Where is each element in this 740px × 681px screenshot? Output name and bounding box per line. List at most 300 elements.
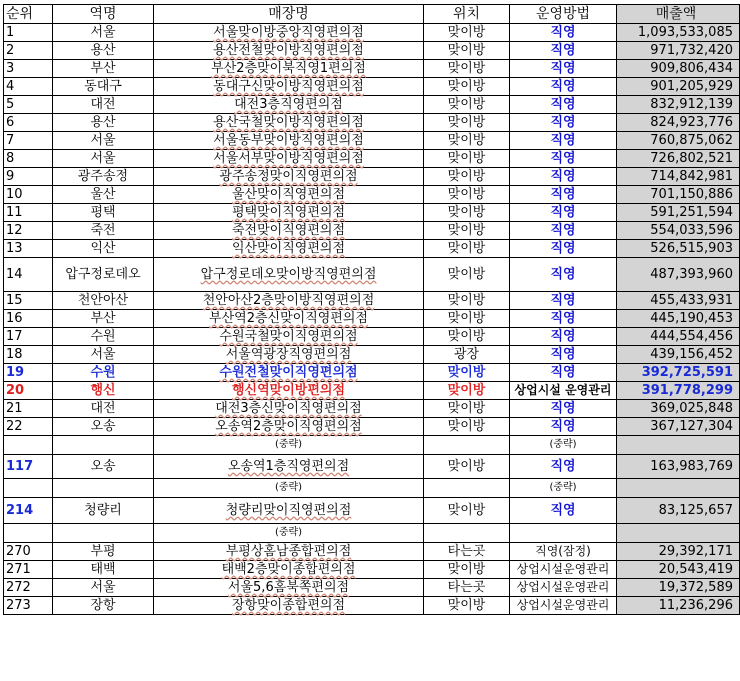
store-cell — [154, 60, 424, 78]
sales-cell — [617, 479, 740, 498]
region-cell-text: 장항 — [90, 597, 116, 613]
region-cell-text: 죽전 — [90, 222, 116, 238]
header-region: 역명 — [53, 5, 154, 24]
rank-cell-text: 15 — [6, 292, 23, 308]
rank-cell-text: 6 — [6, 114, 15, 130]
region-cell-text: 서울 — [90, 346, 116, 362]
location-cell-text: 맞이방 — [447, 42, 486, 58]
rank-cell-text: 272 — [6, 579, 31, 595]
rank-cell — [4, 382, 53, 400]
location-cell-text: 맞이방 — [447, 24, 486, 40]
operation-cell-text: 직영 — [550, 204, 576, 220]
store-cell-text: 오송역2층맞이직영편의점 — [215, 418, 362, 434]
operation-cell — [510, 292, 617, 310]
rank-cell — [4, 114, 53, 132]
region-cell-text: 평택 — [90, 204, 116, 220]
operation-cell-text: 상업시설운영관리 — [516, 598, 610, 612]
store-cell-text: 울산맞이직영편의점 — [231, 186, 346, 202]
sales-cell — [617, 292, 740, 310]
region-cell-text: 대전 — [90, 400, 116, 416]
operation-cell — [510, 96, 617, 114]
operation-cell — [510, 543, 617, 561]
store-cell-text: 대전3층직영편의점 — [234, 96, 343, 112]
table-row — [4, 258, 740, 292]
location-cell — [424, 561, 510, 579]
sales-cell-text: 444,554,456 — [650, 328, 733, 344]
location-cell — [424, 240, 510, 258]
operation-cell-text: 직영 — [550, 292, 576, 308]
sales-cell-text: 1,093,533,085 — [637, 24, 733, 40]
rank-cell — [4, 96, 53, 114]
operation-cell — [510, 418, 617, 436]
operation-cell-text: 직영 — [550, 418, 576, 434]
rank-cell — [4, 455, 53, 479]
region-cell-text: 서울 — [90, 150, 116, 166]
region-cell-text: 용산 — [90, 42, 116, 58]
operation-cell-text: 직영 — [550, 150, 576, 166]
region-cell — [53, 561, 154, 579]
operation-cell — [510, 204, 617, 222]
sales-cell — [617, 364, 740, 382]
operation-cell — [510, 346, 617, 364]
location-cell-text: 맞이방 — [447, 132, 486, 148]
sales-cell — [617, 436, 740, 455]
rank-cell — [4, 240, 53, 258]
location-cell-text: 맞이방 — [447, 292, 486, 308]
rank-cell — [4, 204, 53, 222]
location-cell — [424, 186, 510, 204]
region-cell — [53, 114, 154, 132]
omitted-row — [4, 479, 740, 498]
location-cell — [424, 382, 510, 400]
store-cell-text: 행신역맞이방편의점 — [231, 382, 346, 398]
rank-cell — [4, 524, 53, 543]
operation-cell — [510, 258, 617, 292]
location-cell-text: 맞이방 — [447, 458, 486, 474]
region-cell — [53, 418, 154, 436]
omitted-label-text: (중략) — [549, 482, 577, 493]
rank-cell — [4, 78, 53, 96]
rank-cell-text: 273 — [6, 597, 31, 613]
table-row — [4, 204, 740, 222]
omitted-label-text: (중략) — [274, 439, 303, 450]
operation-cell — [510, 310, 617, 328]
sales-cell-text: 760,875,062 — [650, 132, 733, 148]
store-cell-text: 부산역2층신맞이직영편의점 — [209, 310, 368, 326]
sales-cell-text: 714,842,981 — [650, 168, 733, 184]
store-cell — [154, 204, 424, 222]
rank-cell — [4, 222, 53, 240]
sales-cell-text: 391,778,299 — [641, 382, 733, 398]
location-cell — [424, 292, 510, 310]
sales-cell — [617, 400, 740, 418]
location-cell-text: 맞이방 — [447, 240, 486, 256]
location-cell-text: 맞이방 — [447, 78, 486, 94]
omitted-label — [154, 436, 424, 455]
sales-cell-text: 392,725,591 — [641, 364, 733, 380]
region-cell — [53, 42, 154, 60]
location-cell-text: 맞이방 — [447, 96, 486, 112]
store-cell — [154, 364, 424, 382]
table-row — [4, 400, 740, 418]
omitted-label — [510, 479, 617, 498]
operation-cell — [510, 455, 617, 479]
header-sales: 매출액 — [617, 5, 740, 24]
rank-cell-text: 18 — [6, 346, 23, 362]
sales-cell — [617, 42, 740, 60]
rank-cell-text: 16 — [6, 310, 23, 326]
rank-cell-text: 5 — [6, 96, 15, 112]
region-cell-text: 천안아산 — [77, 292, 129, 308]
sales-cell-text: 526,515,903 — [650, 240, 733, 256]
location-cell — [424, 114, 510, 132]
sales-cell-text: 832,912,139 — [650, 96, 733, 112]
operation-cell-text: 직영 — [550, 168, 576, 184]
operation-cell — [510, 498, 617, 524]
sales-cell — [617, 498, 740, 524]
operation-cell — [510, 382, 617, 400]
sales-cell — [617, 78, 740, 96]
store-cell — [154, 24, 424, 42]
location-cell-text: 맞이방 — [447, 310, 486, 326]
region-cell-text: 수원 — [90, 328, 116, 344]
store-cell — [154, 310, 424, 328]
operation-cell — [510, 328, 617, 346]
store-cell-text: 수원국철맞이직영편의점 — [219, 328, 358, 344]
operation-cell-text: 직영 — [550, 132, 576, 148]
location-cell-text: 광장 — [453, 346, 480, 362]
region-cell — [53, 132, 154, 150]
store-cell-text: 용산전철맞이방직영편의점 — [213, 42, 364, 58]
sales-cell — [617, 455, 740, 479]
omitted-label — [154, 524, 424, 543]
location-cell-text: 맞이방 — [447, 597, 486, 613]
operation-cell-text: 직영 — [550, 78, 576, 94]
region-cell — [53, 310, 154, 328]
region-cell — [53, 382, 154, 400]
sales-cell — [617, 418, 740, 436]
location-cell-text: 맞이방 — [447, 418, 486, 434]
rank-cell — [4, 418, 53, 436]
location-cell-text: 맞이방 — [447, 382, 486, 398]
location-cell — [424, 418, 510, 436]
rank-cell — [4, 498, 53, 524]
location-cell-text: 맞이방 — [447, 150, 486, 166]
sales-cell — [617, 24, 740, 42]
store-cell — [154, 114, 424, 132]
location-cell-text: 맞이방 — [447, 186, 486, 202]
table-row — [4, 60, 740, 78]
region-cell — [53, 78, 154, 96]
table-row — [4, 418, 740, 436]
rank-cell-text: 11 — [6, 204, 23, 220]
location-cell — [424, 258, 510, 292]
store-cell — [154, 258, 424, 292]
sales-cell-text: 20,543,419 — [658, 561, 733, 577]
operation-cell — [510, 168, 617, 186]
table-row — [4, 543, 740, 561]
operation-cell — [510, 597, 617, 615]
location-cell-text: 맞이방 — [447, 502, 486, 518]
operation-cell — [510, 524, 617, 543]
operation-cell-text: 직영 — [550, 240, 576, 256]
store-cell — [154, 498, 424, 524]
sales-cell — [617, 186, 740, 204]
rank-cell-text: 21 — [6, 400, 23, 416]
omitted-row — [4, 436, 740, 455]
operation-cell — [510, 186, 617, 204]
location-cell — [424, 96, 510, 114]
rank-cell — [4, 168, 53, 186]
region-cell — [53, 524, 154, 543]
rank-cell — [4, 328, 53, 346]
rank-cell — [4, 479, 53, 498]
region-cell — [53, 240, 154, 258]
operation-cell-text: 직영 — [550, 186, 576, 202]
rank-cell — [4, 597, 53, 615]
sales-cell-text: 29,392,171 — [658, 543, 733, 559]
store-cell-text: 수원전철맞이직영편의점 — [219, 364, 358, 380]
region-cell — [53, 150, 154, 168]
sales-cell — [617, 60, 740, 78]
table-row — [4, 24, 740, 42]
table-row — [4, 186, 740, 204]
rank-cell — [4, 292, 53, 310]
sales-cell — [617, 310, 740, 328]
operation-cell-text: 상업시설운영관리 — [516, 580, 610, 594]
location-cell-text: 맞이방 — [447, 266, 486, 282]
location-cell — [424, 150, 510, 168]
region-cell-text: 대전 — [90, 96, 116, 112]
store-cell-text: 부산2층맞이북직영1편의점 — [211, 60, 366, 76]
location-cell-text: 맞이방 — [447, 364, 486, 380]
table-row — [4, 222, 740, 240]
rank-cell — [4, 436, 53, 455]
sales-cell-text: 83,125,657 — [658, 502, 733, 518]
sales-cell — [617, 328, 740, 346]
store-cell-text: 동대구신맞이방직영편의점 — [213, 78, 364, 94]
store-cell-text: 용산국철맞이방직영편의점 — [213, 114, 364, 130]
sales-cell-text: 909,806,434 — [650, 60, 733, 76]
sales-cell-text: 369,025,848 — [650, 400, 733, 416]
rank-cell — [4, 561, 53, 579]
operation-cell — [510, 364, 617, 382]
rank-cell — [4, 310, 53, 328]
region-cell-text: 서울 — [90, 24, 116, 40]
store-cell-text: 익산맞이직영편의점 — [231, 240, 346, 256]
omitted-row — [4, 524, 740, 543]
store-cell-text: 압구정로데오맞이방직영편의점 — [200, 266, 377, 282]
table-row — [4, 168, 740, 186]
location-cell — [424, 168, 510, 186]
location-cell — [424, 60, 510, 78]
table-row — [4, 114, 740, 132]
sales-cell — [617, 543, 740, 561]
sales-cell-text: 591,251,594 — [650, 204, 733, 220]
sales-cell — [617, 346, 740, 364]
operation-cell-text: 직영 — [550, 60, 576, 76]
sales-cell — [617, 579, 740, 597]
location-cell-text: 타는곳 — [447, 543, 486, 559]
region-cell-text: 부산 — [90, 60, 116, 76]
rank-cell-text: 1 — [6, 24, 15, 40]
store-cell — [154, 543, 424, 561]
header-rank: 순위 — [4, 5, 53, 24]
store-cell — [154, 455, 424, 479]
operation-cell — [510, 400, 617, 418]
operation-cell — [510, 150, 617, 168]
region-cell — [53, 346, 154, 364]
store-cell — [154, 222, 424, 240]
header-location: 위치 — [424, 5, 510, 24]
region-cell-text: 오송 — [90, 418, 116, 434]
location-cell — [424, 310, 510, 328]
rank-cell-text: 17 — [6, 328, 23, 344]
rank-cell-text: 12 — [6, 222, 23, 238]
store-cell — [154, 168, 424, 186]
store-cell-text: 오송역1층직영편의점 — [227, 458, 350, 474]
store-cell-text: 천안아산2층맞이방직영편의점 — [202, 292, 375, 308]
store-cell — [154, 292, 424, 310]
sales-cell — [617, 222, 740, 240]
table-row — [4, 382, 740, 400]
region-cell-text: 광주송정 — [77, 168, 129, 184]
rank-cell-text: 19 — [6, 364, 25, 380]
store-cell — [154, 240, 424, 258]
rank-cell-text: 22 — [6, 418, 23, 434]
location-cell — [424, 479, 510, 498]
store-cell-text: 서울역광장직영편의점 — [225, 346, 352, 362]
store-cell — [154, 561, 424, 579]
operation-cell-text: 직영 — [550, 502, 576, 518]
rank-cell — [4, 346, 53, 364]
location-cell — [424, 524, 510, 543]
region-cell — [53, 96, 154, 114]
sales-cell-text: 901,205,929 — [650, 78, 733, 94]
table-row — [4, 498, 740, 524]
rank-cell-text: 2 — [6, 42, 15, 58]
rank-cell-text: 271 — [6, 561, 31, 577]
region-cell — [53, 498, 154, 524]
store-cell — [154, 328, 424, 346]
rank-cell-text: 13 — [6, 240, 23, 256]
sales-cell-text: 487,393,960 — [650, 266, 733, 282]
table-row — [4, 292, 740, 310]
operation-cell-text: 직영 — [550, 346, 576, 362]
sales-cell — [617, 168, 740, 186]
table-row — [4, 346, 740, 364]
location-cell — [424, 436, 510, 455]
rank-cell-text: 9 — [6, 168, 15, 184]
store-cell-text: 서울서부맞이방직영편의점 — [213, 150, 364, 166]
store-cell — [154, 382, 424, 400]
table-row — [4, 455, 740, 479]
region-cell — [53, 168, 154, 186]
table-row — [4, 42, 740, 60]
sales-cell-text: 701,150,886 — [650, 186, 733, 202]
omitted-label — [510, 436, 617, 455]
location-cell — [424, 204, 510, 222]
operation-cell-text: 직영 — [550, 328, 576, 344]
operation-cell-text: 직영 — [550, 458, 576, 474]
operation-cell-text: 직영 — [550, 310, 576, 326]
sales-cell — [617, 382, 740, 400]
region-cell-text: 서울 — [90, 132, 116, 148]
region-cell — [53, 364, 154, 382]
region-cell — [53, 328, 154, 346]
region-cell — [53, 258, 154, 292]
location-cell-text: 맞이방 — [447, 168, 486, 184]
sales-cell — [617, 132, 740, 150]
store-cell-text: 대전3층신맞이직영편의점 — [215, 400, 362, 416]
region-cell — [53, 60, 154, 78]
store-cell-text: 청량리맞이직영편의점 — [225, 502, 352, 518]
rank-cell-text: 117 — [6, 458, 34, 474]
table-row — [4, 132, 740, 150]
sales-cell — [617, 204, 740, 222]
sales-cell-text: 455,433,931 — [650, 292, 733, 308]
omitted-label — [154, 479, 424, 498]
location-cell-text: 맞이방 — [447, 400, 486, 416]
sales-cell-text: 726,802,521 — [650, 150, 733, 166]
operation-cell-text: 직영 — [550, 364, 576, 380]
rank-cell — [4, 258, 53, 292]
location-cell-text: 맞이방 — [447, 60, 486, 76]
store-cell — [154, 78, 424, 96]
rank-cell — [4, 24, 53, 42]
location-cell — [424, 328, 510, 346]
location-cell — [424, 78, 510, 96]
region-cell — [53, 543, 154, 561]
location-cell — [424, 42, 510, 60]
location-cell — [424, 579, 510, 597]
rank-cell-text: 20 — [6, 382, 25, 398]
rank-cell — [4, 543, 53, 561]
location-cell — [424, 498, 510, 524]
rank-cell — [4, 186, 53, 204]
operation-cell-text: 직영 — [550, 266, 576, 282]
sales-cell — [617, 114, 740, 132]
sales-cell — [617, 524, 740, 543]
region-cell — [53, 24, 154, 42]
operation-cell-text: 상업시설 운영관리 — [514, 383, 612, 397]
region-cell — [53, 579, 154, 597]
store-cell-text: 서울맞이방중앙직영편의점 — [213, 24, 364, 40]
operation-cell — [510, 132, 617, 150]
store-cell-text: 죽전맞이직영편의점 — [231, 222, 346, 238]
operation-cell-text: 직영 — [550, 114, 576, 130]
region-cell-text: 서울 — [90, 579, 116, 595]
store-cell — [154, 418, 424, 436]
table-row — [4, 597, 740, 615]
location-cell — [424, 132, 510, 150]
region-cell-text: 행신 — [90, 382, 116, 398]
rank-cell-text: 10 — [6, 186, 23, 202]
operation-cell — [510, 24, 617, 42]
operation-cell-text: 직영 — [550, 24, 576, 40]
rank-cell — [4, 60, 53, 78]
region-cell-text: 태백 — [90, 561, 116, 577]
location-cell — [424, 400, 510, 418]
store-cell — [154, 346, 424, 364]
operation-cell — [510, 114, 617, 132]
region-cell-text: 부평 — [90, 543, 116, 559]
location-cell — [424, 455, 510, 479]
operation-cell — [510, 579, 617, 597]
store-cell-text: 부평상홈남종합편의점 — [225, 543, 352, 559]
region-cell — [53, 436, 154, 455]
rank-cell — [4, 400, 53, 418]
